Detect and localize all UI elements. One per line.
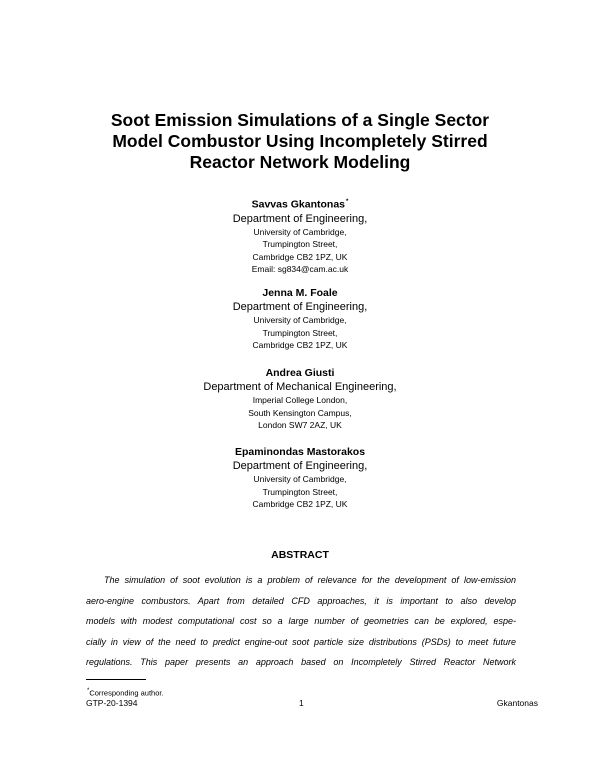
title-line-2: Model Combustor Using Incompletely Stirred: [112, 131, 488, 151]
abstract-line: aero-engine combustors. Apart from detailed CFD approaches, it is important to also develop: [86, 595, 516, 606]
author-block-giusti: [100, 366, 500, 432]
author-address-line: Imperial College London,: [252, 395, 348, 405]
footer-running-author: Gkantonas: [496, 698, 538, 708]
author-address-line: University of Cambridge,: [253, 315, 347, 325]
author-address-line: Trumpington Street,: [262, 327, 338, 338]
footnote-text: Corresponding author.: [89, 688, 164, 698]
author-department: Department of Engineering,: [232, 460, 368, 472]
author-block-mastorakos: [100, 445, 500, 511]
author-department: Department of Mechanical Engineering,: [203, 381, 397, 393]
abstract-line: The simulation of soot evolution is a problem of relevance for the development of low-emission: [104, 575, 516, 585]
author-address-line: Cambridge CB2 1PZ, UK: [252, 251, 348, 262]
corresponding-marker: *: [346, 199, 349, 205]
author-name: Savvas Gkantonas: [251, 198, 346, 211]
abstract-line: models with modest computational cost so a large number of geometries can be explored, espe-: [86, 616, 516, 626]
abstract-line: regulations. This paper presents an approach based on Incompletely Stirred Reactor Network: [86, 657, 516, 667]
abstract-body: [86, 570, 516, 673]
author-name: Epaminondas Mastorakos: [234, 446, 366, 458]
footnote-marker: *: [87, 688, 90, 694]
abstract-heading: ABSTRACT: [271, 549, 329, 561]
footer-page-number: 1: [299, 698, 304, 708]
author-email: Email: sg834@cam.ac.uk: [251, 264, 349, 274]
paper-title: [60, 110, 540, 173]
author-block-foale: [100, 286, 500, 352]
title-line-3: Reactor Network Modeling: [189, 152, 411, 172]
author-name: Andrea Giusti: [265, 367, 335, 379]
author-address-line: Trumpington Street,: [262, 486, 338, 497]
author-department: Department of Engineering,: [232, 212, 368, 225]
author-address-line: South Kensington Campus,: [248, 407, 352, 418]
footnote-rule: [86, 679, 146, 680]
title-line-1: Soot Emission Simulations of a Single Sector: [110, 110, 490, 130]
abstract-line: cially in view of the need to predict engine-out soot particle size distributions (PSDs) to meet future: [86, 636, 516, 647]
footnote: [86, 688, 164, 698]
author-address-line: Trumpington Street,: [262, 239, 338, 249]
author-name: Jenna M. Foale: [262, 287, 338, 299]
author-address-line: Cambridge CB2 1PZ, UK: [252, 499, 348, 509]
author-address-line: London SW7 2AZ, UK: [258, 420, 342, 430]
author-block-gkantonas: [100, 195, 500, 276]
author-department: Department of Engineering,: [232, 301, 368, 313]
author-address-line: University of Cambridge,: [253, 226, 347, 237]
author-address-line: University of Cambridge,: [253, 474, 347, 484]
author-address-line: Cambridge CB2 1PZ, UK: [252, 340, 348, 350]
footer-paper-id: GTP-20-1394: [86, 698, 138, 708]
